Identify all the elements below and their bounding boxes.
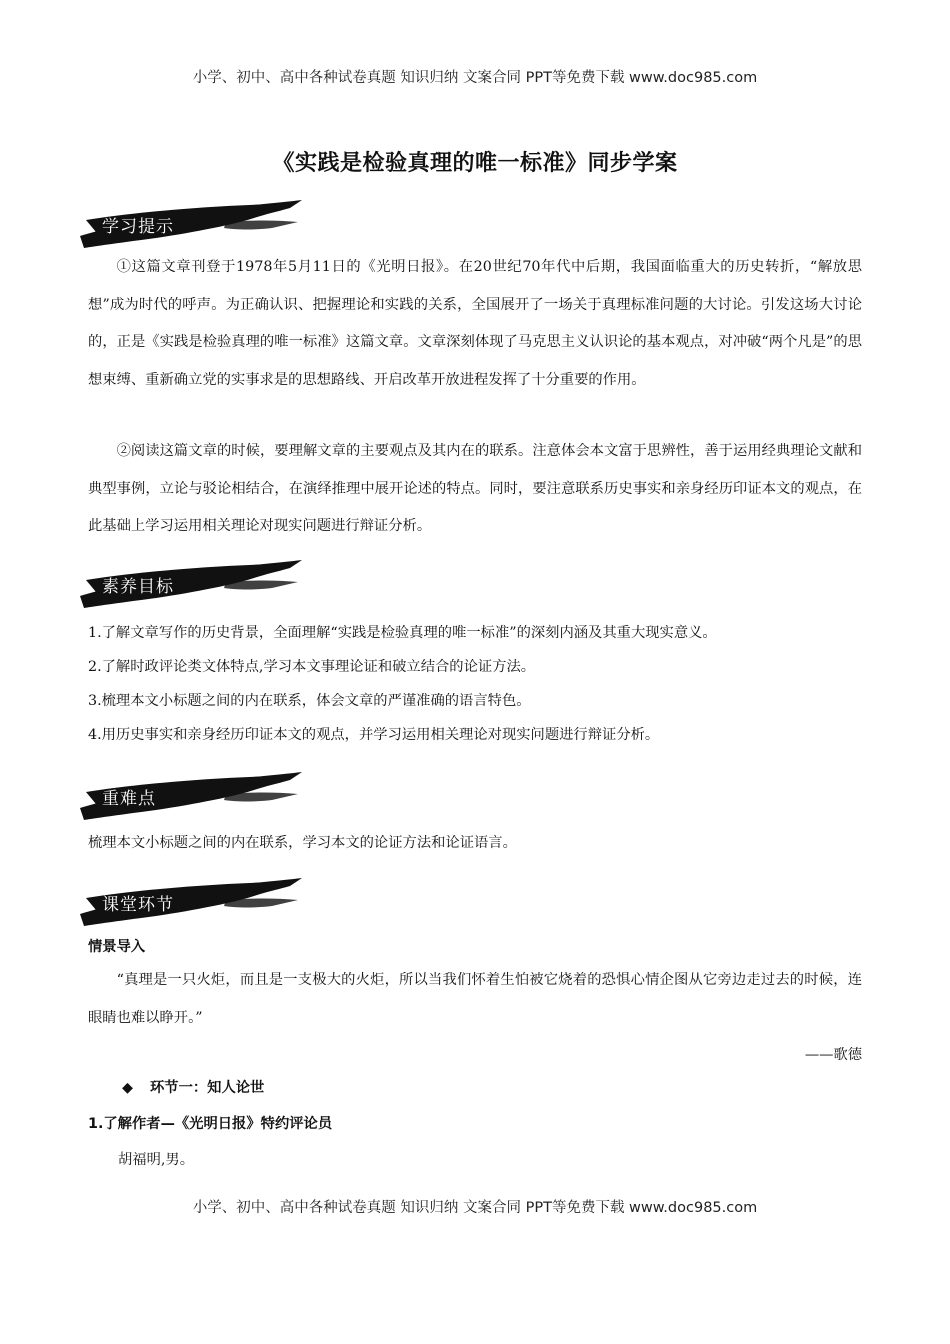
page-title: 《实践是检验真理的唯一标准》同步学案: [272, 151, 678, 176]
page-footer: 小学、初中、高中各种试卷真题 知识归纳 文案合同 PPT等免费下载 www.doc985.com: [192, 1200, 758, 1216]
section-heading-label: 学习提示: [102, 217, 174, 237]
quote-author: ——歌德: [804, 1047, 862, 1063]
goal-item-4: 4.用历史事实和亲身经历印证本文的观点，并学习运用相关理论对现实问题进行辩证分析。: [88, 727, 660, 743]
step1-title: 环节一：知人论世: [149, 1080, 265, 1096]
section-heading-goals: [76, 558, 306, 614]
key-points-text: 梳理本文小标题之间的内在联系，学习本文的论证方法和论证语言。: [88, 835, 517, 851]
item1-text: 胡福明,男。: [118, 1152, 195, 1168]
diamond-bullet-icon: ◆: [122, 1080, 133, 1096]
goal-item-3: 3.梳理本文小标题之间的内在联系，体会文章的严谨准确的语言特色。: [88, 693, 531, 709]
section-heading-label: 课堂环节: [102, 895, 174, 915]
section-heading-key-points: [76, 770, 306, 826]
section-heading-class: [76, 876, 306, 932]
tips-paragraph-2: ②阅读这篇文章的时候，要理解文章的主要观点及其内在的联系。注意体会本文富于思辨性，善于运用经典理论文献和典型事例，立论与驳论相结合，在演绎推理中展开论述的特点。同时，要注意联系历史事实和亲身经历印证本文的观点，在此基础上学习运用相关理论对现实问题进行辩证分析。: [88, 443, 862, 534]
section-heading-tips: [76, 198, 306, 254]
intro-title: 情景导入: [88, 939, 146, 955]
step1-heading: [122, 1077, 722, 1097]
page-header: 小学、初中、高中各种试卷真题 知识归纳 文案合同 PPT等免费下载 www.doc985.com: [192, 70, 758, 86]
goal-item-2: 2.了解时政评论类文体特点,学习本文事理论证和破立结合的论证方法。: [88, 659, 536, 675]
item1-title: 1.了解作者—《光明日报》特约评论员: [88, 1116, 333, 1132]
intro-quote: “真理是一只火炬，而且是一支极大的火炬，所以当我们怀着生怕被它烧着的恐惧心情企图从它旁边走过去的时候，连眼睛也难以睁开。”: [88, 972, 862, 1026]
tips-paragraph-1: ①这篇文章刊登于1978年5月11日的《光明日报》。在20世纪70年代中后期，我国面临重大的历史转折，“解放思想”成为时代的呼声。为正确认识、把握理论和实践的关系，全国展开了一场关于真理标准问题的大讨论。引发这场大讨论的，正是《实践是检验真理的唯一标准》这篇文章。文章深刻体现了马克思主义认识论的基本观点，对冲破“两个凡是”的思想束缚、重新确立党的实事求是的思想路线、开启改革开放进程发挥了十分重要的作用。: [88, 259, 862, 388]
goal-item-1: 1.了解文章写作的历史背景，全面理解“实践是检验真理的唯一标准”的深刻内涵及其重大现实意义。: [88, 625, 717, 641]
section-heading-label: 重难点: [102, 789, 156, 809]
section-heading-label: 素养目标: [102, 577, 174, 597]
